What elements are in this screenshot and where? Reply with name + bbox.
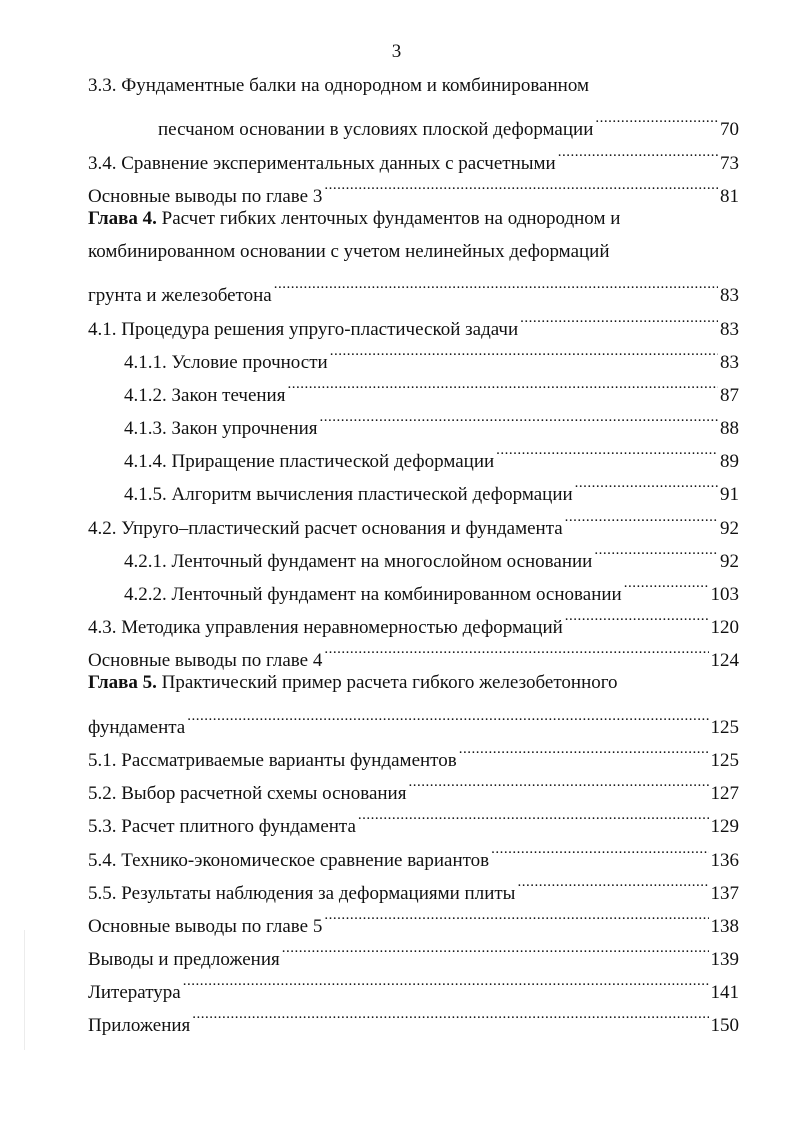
toc-page-number: 70 [720, 119, 739, 141]
toc-page-number: 91 [720, 484, 739, 506]
toc-line [88, 268, 739, 307]
dot-leader [575, 467, 718, 500]
chapter-label: Глава 4. [88, 207, 157, 229]
toc-entry-text: 4.1.5. Алгоритм вычисления пластической деформации [124, 484, 573, 506]
toc-line [88, 700, 739, 738]
dot-leader [565, 500, 718, 533]
toc-entry-text: 5.5. Результаты наблюдения за деформациями плиты [88, 882, 516, 904]
dot-leader [459, 733, 709, 766]
toc-page-number: 150 [710, 1015, 739, 1037]
toc-page-number: 73 [720, 152, 739, 174]
dot-leader [594, 534, 718, 567]
toc-entry-text: комбинированном основании с учетом нелинейных деформаций [88, 240, 610, 262]
dot-leader [183, 965, 709, 998]
dot-leader [187, 700, 708, 733]
toc-entry-text: 3.3. Фундаментные балки на однородном и комбинированном [88, 75, 589, 96]
toc-entry-text: Выводы и предложения [88, 949, 280, 971]
toc-entry-text: грунта и железобетона [88, 285, 272, 307]
toc-line [88, 998, 739, 1037]
dot-leader [324, 633, 708, 666]
toc-page-number: 129 [710, 816, 739, 838]
toc-page-number: 120 [710, 617, 739, 639]
toc-entry-text: 4.3. Методика управления неравномерностью деформаций [88, 617, 563, 639]
toc-page-number: 92 [720, 517, 739, 539]
toc-page-number: 88 [720, 418, 739, 440]
toc-page-number: 125 [710, 749, 739, 771]
toc-entry-text [88, 666, 618, 699]
table-of-contents [88, 69, 739, 1037]
dot-leader [565, 600, 709, 633]
toc-entry-text: 4.1.3. Закон упрочнения [124, 418, 318, 440]
dot-leader [491, 832, 708, 865]
chapter-title: Расчет гибких ленточных фундаментов на однородном и [156, 207, 621, 229]
toc-entry-text: 5.2. Выбор расчетной схемы основания [88, 783, 407, 805]
toc-entry-text: Основные выводы по главе 3 [88, 185, 323, 207]
toc-page-number: 87 [720, 384, 739, 406]
toc-line [88, 202, 739, 235]
toc-entry-text: 4.2. Упруго–пластический расчет основания и фундамента [88, 517, 563, 539]
toc-page-number: 83 [720, 351, 739, 373]
toc-entry-text: песчаном основании в условиях плоской деформации [158, 119, 594, 141]
dot-leader [624, 567, 709, 600]
toc-entry-text: 5.3. Расчет плитного фундамента [88, 816, 356, 838]
toc-entry-text [88, 202, 620, 235]
toc-line [88, 69, 739, 102]
toc-entry-text: 3.4. Сравнение экспериментальных данных с расчетными [88, 152, 556, 174]
toc-entry-text: 4.1.1. Условие прочности [124, 351, 328, 373]
toc-entry-text: 4.2.1. Ленточный фундамент на многослойном основании [124, 550, 593, 572]
toc-page-number: 127 [710, 783, 739, 805]
toc-page-number: 125 [710, 716, 739, 738]
dot-leader [496, 434, 718, 467]
toc-page-number: 124 [710, 650, 739, 672]
dot-leader [324, 169, 718, 202]
dot-leader [408, 766, 708, 799]
toc-page-number: 103 [710, 584, 739, 605]
toc-entry-text: Приложения [88, 1015, 191, 1037]
toc-entry-text: 4.1. Процедура решения упруго-пластической задачи [88, 318, 519, 340]
chapter-label: Глава 5. [88, 672, 157, 694]
toc-entry-text: фундамента [88, 716, 186, 738]
toc-page-number: 141 [710, 982, 739, 1004]
toc-page-number: 92 [720, 550, 739, 572]
toc-page-number: 83 [720, 285, 739, 307]
toc-page-number: 139 [710, 949, 739, 971]
dot-leader [595, 102, 718, 135]
toc-line [88, 965, 739, 1004]
dot-leader [320, 401, 718, 434]
toc-line [88, 733, 739, 771]
dot-leader [358, 799, 709, 832]
toc-page-number: 81 [720, 185, 739, 207]
dot-leader [517, 866, 708, 899]
dot-leader [558, 135, 718, 168]
dot-leader [324, 899, 708, 932]
dot-leader [274, 268, 718, 301]
toc-page-number: 136 [710, 849, 739, 871]
toc-entry-text: Литература [88, 982, 181, 1004]
toc-page-number: 83 [720, 318, 739, 340]
toc-page-number: 89 [720, 451, 739, 473]
scan-edge-mark [24, 930, 25, 1050]
toc-page-number: 137 [710, 882, 739, 904]
toc-line [88, 235, 739, 268]
toc-page-number: 138 [710, 915, 739, 937]
chapter-title: Практический пример расчета гибкого железобетонного [156, 672, 618, 694]
toc-entry-text: 4.1.4. Приращение пластической деформации [124, 451, 495, 473]
toc-entry-text: 5.4. Технико-экономическое сравнение вариантов [88, 849, 490, 871]
dot-leader [287, 368, 718, 401]
toc-entry-text: 4.1.2. Закон течения [124, 384, 286, 406]
dot-leader [330, 335, 718, 368]
toc-entry-text: Основные выводы по главе 5 [88, 915, 323, 937]
dot-leader [520, 301, 718, 334]
toc-line [88, 102, 739, 141]
dot-leader [192, 998, 708, 1031]
toc-entry-text: 4.2.2. Ленточный фундамент на комбинированном основании [124, 584, 622, 605]
page-number: 3 [391, 41, 402, 62]
dot-leader [282, 932, 709, 965]
toc-line [88, 666, 739, 699]
toc-entry-text: Основные выводы по главе 4 [88, 650, 323, 672]
toc-entry-text: 5.1. Рассматриваемые варианты фундаментов [88, 749, 457, 771]
